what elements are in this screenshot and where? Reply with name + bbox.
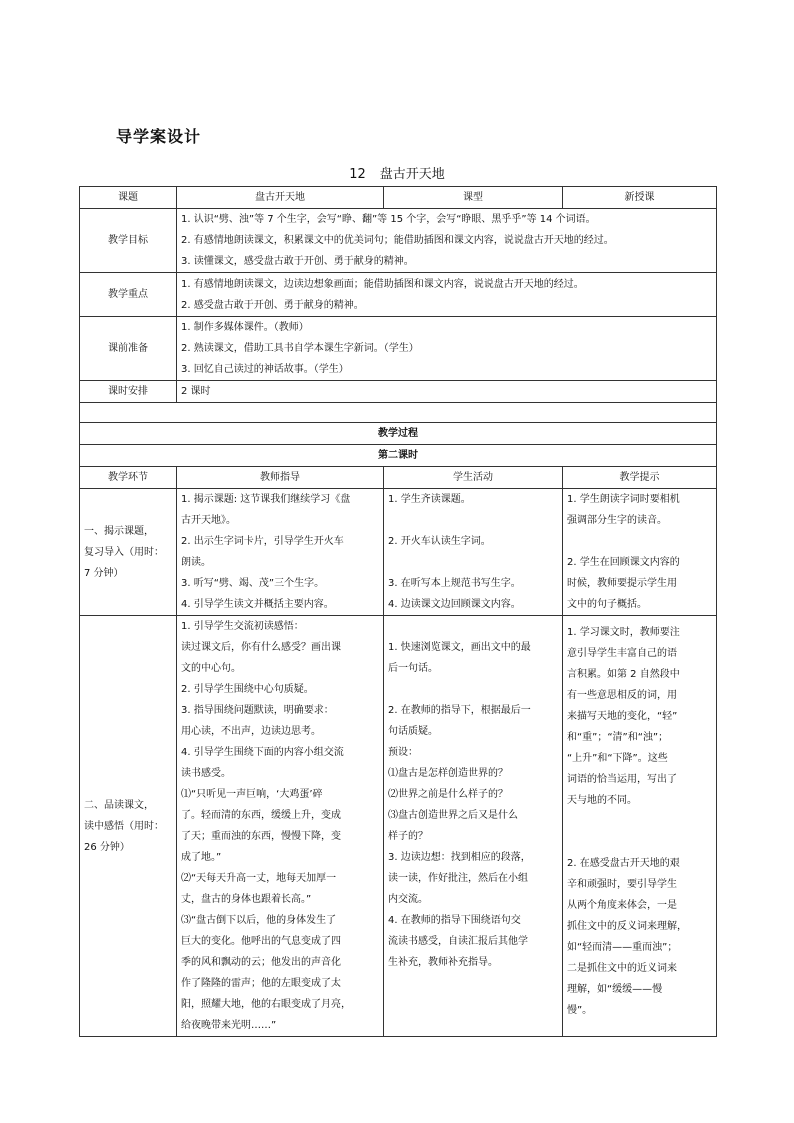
text-line: 1. 学生朗读字词时要相机 xyxy=(567,494,680,505)
goals-label: 教学目标 xyxy=(80,209,177,273)
text-line: 2. 在教师的指导下，根据最后一 xyxy=(388,705,531,716)
step-name-line: 读中感悟（用时： xyxy=(84,820,164,832)
text-line: 辛和顽强时，要引导学生 xyxy=(567,879,677,890)
step-name-line: 一、揭示课题， xyxy=(84,525,154,537)
text-line: 和“重”；“清”和“浊”； xyxy=(567,732,669,743)
text-line: 3. 指导围绕问题默读，明确要求： xyxy=(181,705,334,716)
teacher-guidance xyxy=(177,616,384,1037)
step-name-line: 复习导入（用时： xyxy=(84,546,164,558)
goal-item: 2. 有感情地朗读课文，积累课文中的优美词句；能借助插图和课文内容，说说盘古开天地的经过。 xyxy=(181,235,614,246)
text-line: 词语的恰当运用，写出了 xyxy=(567,774,677,785)
spacer xyxy=(388,679,558,700)
step-row-2 xyxy=(80,616,717,1037)
goal-item: 3. 读懂课文，感受盘古敢于开创、勇于献身的精神。 xyxy=(181,256,414,267)
text-line: ⑶“盘古倒下以后，他的身体发生了 xyxy=(181,915,337,926)
text-line: 丈，盘古的身体也跟着长高。” xyxy=(181,894,312,905)
schedule-value: 2 课时 xyxy=(177,381,717,403)
text-line: 读书感受。 xyxy=(181,768,231,779)
topic-label: 课题 xyxy=(80,187,177,209)
spacer xyxy=(388,552,558,573)
prep-label: 课前准备 xyxy=(80,317,177,381)
student-activity xyxy=(384,616,563,1037)
text-line: 抓住文中的反义词来理解， xyxy=(567,921,687,932)
prep-content xyxy=(177,317,717,381)
keypoints-row xyxy=(80,273,717,317)
text-line: 4. 边读课文边回顾课文内容。 xyxy=(388,599,521,610)
text-line: 1. 学习课文时，教师要注 xyxy=(567,627,680,638)
text-line: 生补充，教师补充指导。 xyxy=(388,957,498,968)
text-line: 流读书感受，自读汇报后其他学 xyxy=(388,936,528,947)
prep-row xyxy=(80,317,717,381)
text-line: 有一些意思相反的词，用 xyxy=(567,690,677,701)
text-line: 4. 在教师的指导下围绕语句交 xyxy=(388,915,521,926)
text-line: 1. 揭示课题: 这节课我们继续学习《盘 xyxy=(181,494,351,505)
text-line: 了。轻而清的东西，缓缓上升，变成 xyxy=(181,810,341,821)
process-row xyxy=(80,423,717,445)
text-line: 读一读，作好批注，然后在小组 xyxy=(388,873,528,884)
text-line: ⑵“天每天升高一丈，地每天加厚一 xyxy=(181,873,337,884)
topic-row xyxy=(80,187,717,209)
topic-value: 盘古开天地 xyxy=(177,187,384,209)
text-line: 2. 学生在回顾课文内容的 xyxy=(567,557,680,568)
text-line: 给夜晚带来光明……” xyxy=(181,1020,277,1031)
text-line: 1. 快速浏览课文，画出文中的最 xyxy=(388,642,531,653)
text-line: 内交流。 xyxy=(388,894,428,905)
page-heading: 导学案设计 xyxy=(116,127,202,146)
keypoint-item: 1. 有感情地朗读课文，边读边想象画面；能借助插图和课文内容，说说盘古开天地的经过。 xyxy=(181,278,584,290)
text-line: 如“轻而清——重而浊”； xyxy=(567,942,678,953)
text-line: 用心读，不出声，边读边思考。 xyxy=(181,726,321,737)
text-line: 古开天地》。 xyxy=(181,515,236,526)
step-name-line: 二、品读课文， xyxy=(84,799,154,811)
text-line: 朗读。 xyxy=(181,557,211,568)
lesson-number: 12 xyxy=(349,167,366,182)
text-line: 1. 学生齐读课题。 xyxy=(388,494,471,505)
text-line: 3. 在听写本上规范书写生字。 xyxy=(388,578,521,589)
text-line: 文的中心句。 xyxy=(181,663,241,674)
text-line: 3. 听写“劈、竭、茂”三个生字。 xyxy=(181,578,325,589)
text-line: ⑴“只听见一声巨响，‘大鸡蛋’碎 xyxy=(181,789,323,800)
column-header-row xyxy=(80,467,717,489)
type-label: 课型 xyxy=(384,187,563,209)
text-line: 来描写天地的变化，“轻” xyxy=(567,711,678,722)
spacer xyxy=(388,510,558,531)
text-line: 阳，照耀大地，他的右眼变成了月亮， xyxy=(181,999,351,1010)
col-header-tip: 教学提示 xyxy=(563,467,717,489)
lesson-plan-table xyxy=(79,186,717,1037)
lesson-title xyxy=(0,163,794,182)
goals-row xyxy=(80,209,717,273)
step-name-line: 7 分钟） xyxy=(84,567,124,579)
student-activity xyxy=(384,489,563,616)
keypoint-item: 2. 感受盘古敢于开创、勇于献身的精神。 xyxy=(181,299,364,311)
session-row xyxy=(80,445,717,467)
text-line: 1. 引导学生交流初读感悟： xyxy=(181,621,304,632)
text-line: 文中的句子概括。 xyxy=(567,599,647,610)
text-line: 成了地。” xyxy=(181,852,222,863)
prep-item: 1. 制作多媒体课件。（教师） xyxy=(181,322,309,333)
col-header-student: 学生活动 xyxy=(384,467,563,489)
goal-item: 1. 认识“劈、浊”等 7 个生字，会写“睁、翻”等 15 个字，会写“睁眼、黑乎乎”等 14 个词语。 xyxy=(181,214,596,225)
keypoints-label: 教学重点 xyxy=(80,273,177,317)
text-line: 4. 引导学生围绕下面的内容小组交流 xyxy=(181,747,344,758)
text-line: 3. 边读边想：找到相应的段落， xyxy=(388,852,531,863)
text-line: 了天；重而浊的东西，慢慢下降，变 xyxy=(181,831,341,842)
spacer xyxy=(567,832,712,853)
step-name xyxy=(80,616,177,1037)
text-line: 预设： xyxy=(388,747,418,758)
col-header-teacher: 教师指导 xyxy=(177,467,384,489)
blank-cell xyxy=(80,403,717,423)
text-line: 2. 引导学生围绕中心句质疑。 xyxy=(181,684,314,695)
text-line: ⑴盘古是怎样创造世界的？ xyxy=(388,768,508,779)
keypoints-content xyxy=(177,273,717,317)
text-line: 时候，教师要提示学生用 xyxy=(567,578,677,589)
text-line: 巨大的变化。他呼出的气息变成了四 xyxy=(181,936,341,947)
spacer xyxy=(567,531,712,552)
teacher-guidance xyxy=(177,489,384,616)
text-line: 句话质疑。 xyxy=(388,726,438,737)
prep-item: 2. 熟读课文，借助工具书自学本课生字新词。（学生） xyxy=(181,343,419,354)
text-line: ⑵世界之前是什么样子的？ xyxy=(388,789,508,800)
lesson-name: 盘古开天地 xyxy=(379,167,445,182)
session-heading: 第二课时 xyxy=(80,445,717,467)
spacer xyxy=(567,811,712,832)
teaching-tip xyxy=(563,489,717,616)
text-line: 意引导学生丰富自己的语 xyxy=(567,648,677,659)
text-line: 样子的？ xyxy=(388,831,428,842)
text-line: 天与地的不同。 xyxy=(567,795,637,806)
process-heading: 教学过程 xyxy=(80,423,717,445)
col-header-step: 教学环节 xyxy=(80,467,177,489)
text-line: 4. 引导学生读文并概括主要内容。 xyxy=(181,599,334,610)
prep-item: 3. 回忆自己读过的神话故事。（学生） xyxy=(181,364,349,375)
spacer xyxy=(388,616,558,637)
text-line: ⑶盘古创造世界之后又是什么 xyxy=(388,810,518,821)
teaching-tip xyxy=(563,616,717,1037)
text-line: 2. 在感受盘古开天地的艰 xyxy=(567,858,680,869)
text-line: 慢”。 xyxy=(567,1005,593,1016)
goals-content xyxy=(177,209,717,273)
step-name-line: 26 分钟） xyxy=(84,841,130,853)
text-line: “上升”和“下降”。这些 xyxy=(567,753,668,764)
text-line: 2. 开火车认读生字词。 xyxy=(388,536,491,547)
text-line: 季的风和飘动的云；他发出的声音化 xyxy=(181,957,341,968)
text-line: 作了隆隆的雷声；他的左眼变成了太 xyxy=(181,978,341,989)
text-line: 二是抓住文中的近义词来 xyxy=(567,963,677,974)
blank-row xyxy=(80,403,717,423)
text-line: 理解，如“缓缓——慢 xyxy=(567,984,663,995)
type-value: 新授课 xyxy=(563,187,717,209)
text-line: 后一句话。 xyxy=(388,663,438,674)
step-name xyxy=(80,489,177,616)
text-line: 2. 出示生字词卡片，引导学生开火车 xyxy=(181,536,344,547)
text-line: 言积累。如第 2 自然段中 xyxy=(567,669,680,680)
text-line: 强调部分生字的读音。 xyxy=(567,515,667,526)
text-line: 从两个角度来体会，一是 xyxy=(567,900,677,911)
text-line: 读过课文后，你有什么感受？画出课 xyxy=(181,642,341,653)
schedule-row xyxy=(80,381,717,403)
schedule-label: 课时安排 xyxy=(80,381,177,403)
step-row-1 xyxy=(80,489,717,616)
